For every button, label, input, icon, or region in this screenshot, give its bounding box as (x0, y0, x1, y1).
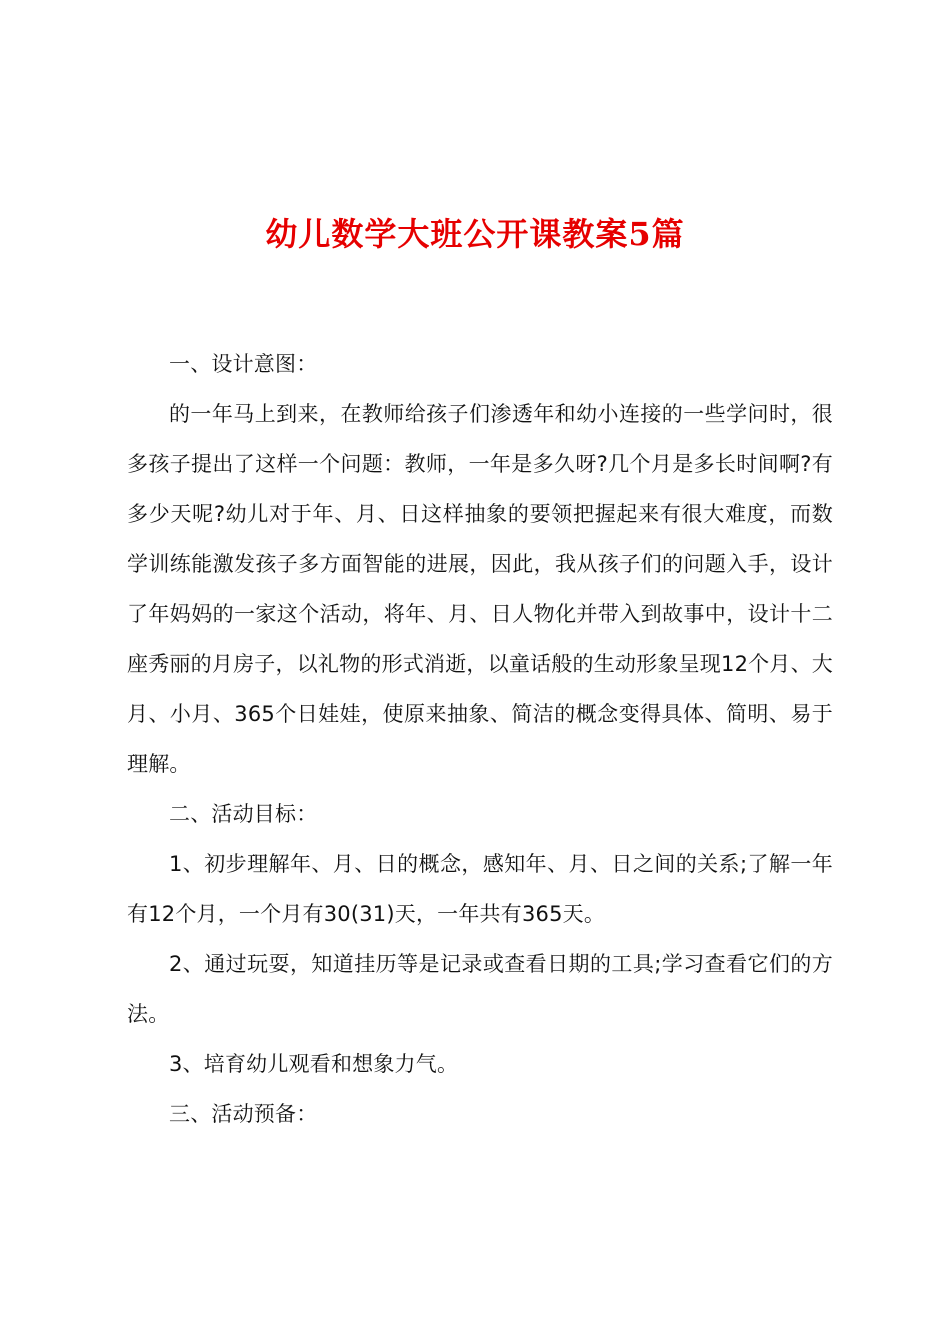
document-title: 幼儿数学大班公开课教案5篇 (265, 215, 685, 253)
section-heading-design-intent: 一、设计意图： (169, 352, 318, 376)
section-heading-activity-goals: 二、活动目标： (169, 802, 318, 826)
document-body (127, 339, 833, 1139)
goal-item-1: 1、初步理解年、月、日的概念，感知年、月、日之间的关系;了解一年有12个月，一个月有30(31)天，一年共有365天。 (127, 852, 833, 926)
body-paragraph: 的一年马上到来，在教师给孩子们渗透年和幼小连接的一些学问时，很多孩子提出了这样一个问题：教师，一年是多久呀?几个月是多长时间啊?有多少天呢?幼儿对于年、月、日这样抽象的要领把握起来有很大难度，而数学训练能激发孩子多方面智能的进展，因此，我从孩子们的问题入手，设计了年妈妈的一家这个活动，将年、月、日人物化并带入到故事中，设计十二座秀丽的月房子，以礼物的形式消逝，以童话般的生动形象呈现12个月、大月、小月、365个日娃娃，使原来抽象、简洁的概念变得具体、简明、易于理解。 (127, 402, 833, 776)
section-heading-activity-prep: 三、活动预备： (169, 1102, 318, 1126)
goal-item-2: 2、通过玩耍，知道挂历等是记录或查看日期的工具;学习查看它们的方法。 (127, 952, 833, 1026)
goal-item-3: 3、培育幼儿观看和想象力气。 (169, 1052, 459, 1076)
